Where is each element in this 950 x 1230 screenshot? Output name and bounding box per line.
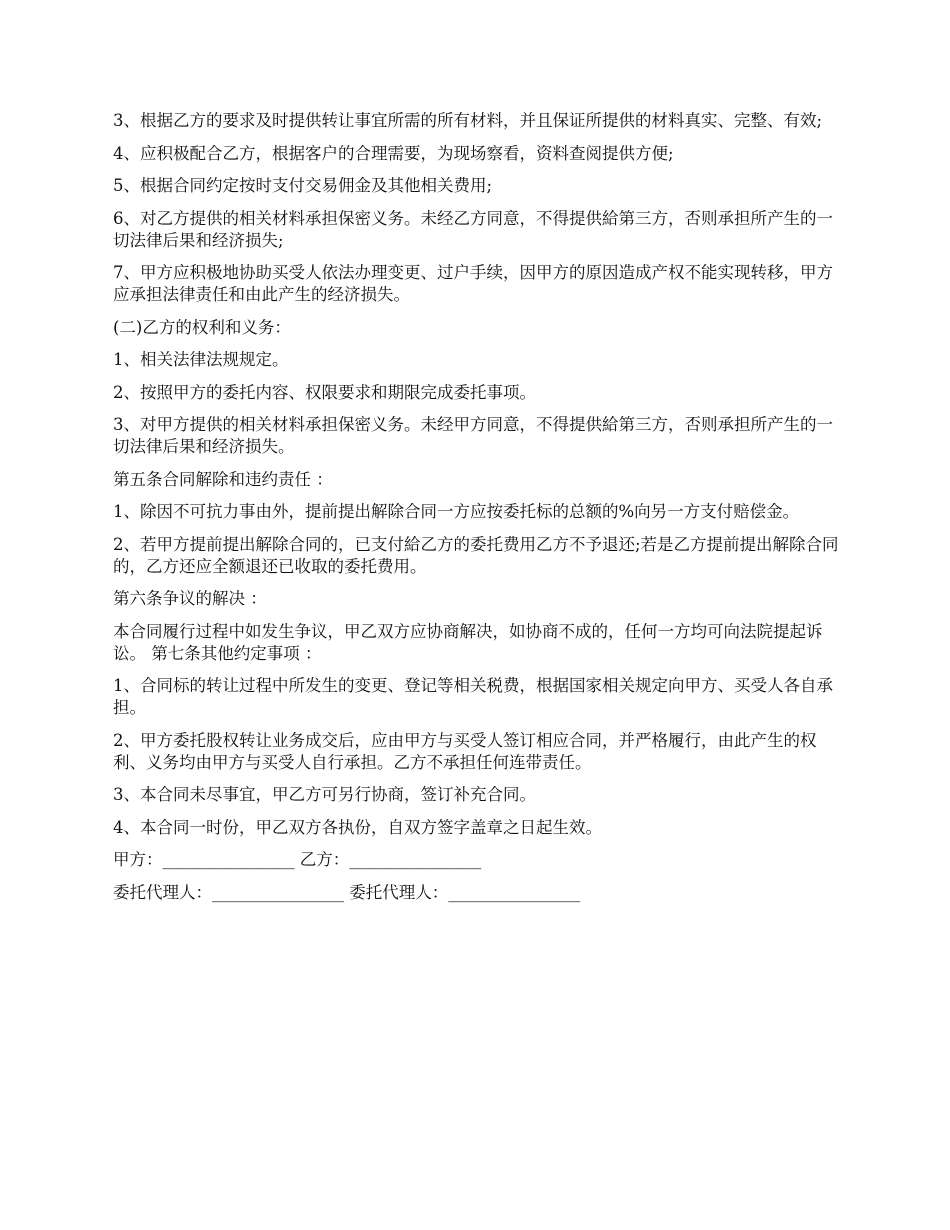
signature-line-agents: 委托代理人：________________ 委托代理人：________________ xyxy=(113,882,581,902)
article-7-item-3: 3、本合同未尽事宜，甲乙方可另行协商，签订补充合同。 xyxy=(113,785,536,804)
paragraph-item-4-cooperate: 4、应积极配合乙方，根据客户的合理需要，为现场察看，资料查阅提供方便; xyxy=(113,143,674,163)
paragraph-b-item-2: 2、按照甲方的委托内容、权限要求和期限完成委托事项。 xyxy=(113,382,536,402)
article-5-item-1: 1、除因不可抗力事由外，提前提出解除合同一方应按委托标的总额的%向另一方支付赔偿金。 xyxy=(113,502,800,521)
article-7-item-2: 2、甲方委托股权转让业务成交后，应由甲方与买受人签订相应合同，并严格履行，由此产生的权利、义务均由甲方与买受人自行承担。乙方不承担任何连带责任。 xyxy=(113,730,817,772)
paragraph-item-5-payment: 5、根据合同约定按时支付交易佣金及其他相关费用; xyxy=(113,176,493,195)
section-heading-party-b-rights: (二)乙方的权利和义务： xyxy=(113,317,291,337)
paragraph-item-3-materials: 3、根据乙方的要求及时提供转让事宜所需的所有材料，并且保证所提供的材料真实、完整、有效; xyxy=(113,111,823,130)
paragraph-b-item-1: 1、相关法律法规规定。 xyxy=(113,350,289,369)
article-7-item-4: 4、本合同一时份，甲乙双方各执份，自双方签字盖章之日起生效。 xyxy=(113,817,602,837)
paragraph-item-7-transfer: 7、甲方应积极地协助买受人依法办理变更、过户手续，因甲方的原因造成产权不能实现转移，甲方应承担法律责任和由此产生的经济损失。 xyxy=(113,263,833,304)
article-6-body: 本合同履行过程中如发生争议，甲乙双方应协商解决，如协商不成的，任何一方均可向法院提起诉讼。 第七条其他约定事项 ： xyxy=(113,621,823,663)
paragraph-item-6-confidentiality: 6、对乙方提供的相关材料承担保密义务。未经乙方同意，不得提供給第三方，否则承担所产生的一切法律后果和经济损失; xyxy=(113,208,833,250)
article-7-item-1: 1、合同标的转让过程中所发生的变更、登记等相关税费，根据国家相关规定向甲方、买受人各自承担。 xyxy=(113,676,833,717)
signature-line-parties: 甲方：________________ 乙方：________________ xyxy=(113,850,482,869)
article-5-item-2: 2、若甲方提前提出解除合同的，已支付給乙方的委托费用乙方不予退还;若是乙方提前提出解除合同的，乙方还应全额退还已收取的委托费用。 xyxy=(113,534,839,576)
article-5-heading: 第五条合同解除和违约责任 ： xyxy=(113,469,333,489)
article-6-heading: 第六条争议的解决 ： xyxy=(113,589,267,608)
document-page xyxy=(113,110,841,914)
paragraph-b-item-3: 3、对甲方提供的相关材料承担保密义务。未经甲方同意，不得提供給第三方，否则承担所产生的一切法律后果和经济损失。 xyxy=(113,415,833,456)
